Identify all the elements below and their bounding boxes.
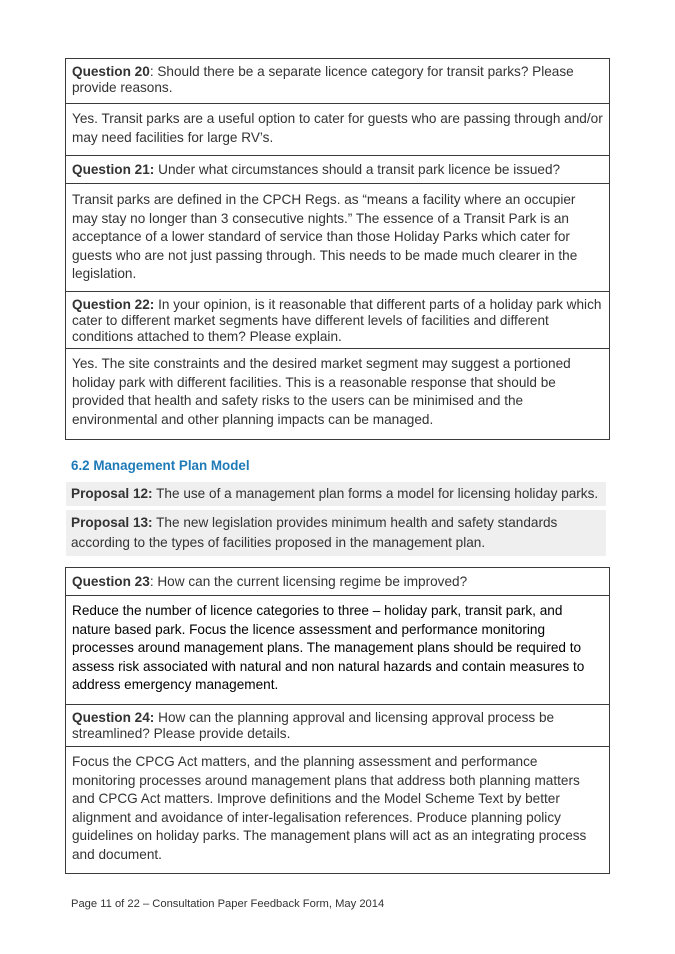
question-24-label: Question 24: (72, 710, 155, 725)
question-21-label: Question 21: (72, 162, 155, 177)
page-footer: Page 11 of 22 – Consultation Paper Feedback Form, May 2014 (71, 898, 385, 910)
questions-table-2 (65, 567, 610, 874)
question-20-row (66, 59, 609, 103)
answer-24-text: Focus the CPCG Act matters, and the planning assessment and performance monitoring processes around management plans that address both planning matters and CPCG Act matters. Improve definitions and the Model Scheme Text by better alignment and avoidance of inter-legalisation references. Produce planning policy guidelines on holiday parks. The management plans will act as an integrating process and document. (72, 754, 587, 862)
proposal-12 (66, 482, 606, 506)
answer-22-row (66, 348, 609, 439)
questions-table-1 (65, 58, 610, 440)
answer-24-row (66, 746, 609, 873)
question-23-label: Question 23 (72, 574, 150, 589)
question-23-row (66, 568, 609, 595)
answer-21-row (66, 183, 609, 291)
answer-21-text: Transit parks are defined in the CPCH Regs. as “means a facility where an occupier may stay no longer than 3 consecutive nights.” The essence of a Transit Park is an acceptance of a lower standard of service than those Holiday Parks which cater for guests who are not just passing through. This needs to be made much clearer in the legislation. (72, 192, 578, 282)
question-24-row (66, 704, 609, 746)
section-heading: 6.2 Management Plan Model (71, 458, 250, 473)
answer-20-row (66, 103, 609, 155)
proposal-12-label: Proposal 12: (71, 486, 153, 501)
question-21-row (66, 155, 609, 183)
question-22-row (66, 291, 609, 348)
question-22-label: Question 22: (72, 297, 155, 312)
proposal-13-label: Proposal 13: (71, 515, 153, 530)
question-22-text: In your opinion, is it reasonable that different parts of a holiday park which cater to different market segments have different levels of facilities and different conditions attached to them? Please explain. (72, 297, 602, 344)
answer-23-row (66, 595, 609, 704)
question-24-text: How can the planning approval and licensing approval process be streamlined? Please provide details. (72, 710, 555, 741)
proposal-13-text: The new legislation provides minimum health and safety standards according to the types of facilities proposed in the management plan. (71, 515, 558, 550)
answer-22-text: Yes. The site constraints and the desired market segment may suggest a portioned holiday park with different facilities. This is a reasonable response that should be provided that health and safety risks to the users can be minimised and the environmental and other planning impacts can be managed. (72, 356, 571, 427)
question-20-text: : Should there be a separate licence category for transit parks? Please provide reasons. (72, 64, 574, 95)
question-23-text: : How can the current licensing regime be improved? (149, 574, 468, 589)
proposal-12-text: The use of a management plan forms a model for licensing holiday parks. (152, 486, 599, 501)
proposal-13 (66, 510, 606, 556)
answer-23-text: Reduce the number of licence categories to three – holiday park, transit park, and nature based park. Focus the licence assessment and performance monitoring processes around management plans. The management plans should be required to assess risk associated with natural and non natural hazards and contain measures to address emergency management. (72, 603, 585, 693)
answer-20-text: Yes. Transit parks are a useful option to cater for guests who are passing through and/or may need facilities for large RV’s. (72, 111, 603, 145)
question-20-label: Question 20 (72, 64, 150, 79)
question-21-text: Under what circumstances should a transit park licence be issued? (154, 162, 561, 177)
